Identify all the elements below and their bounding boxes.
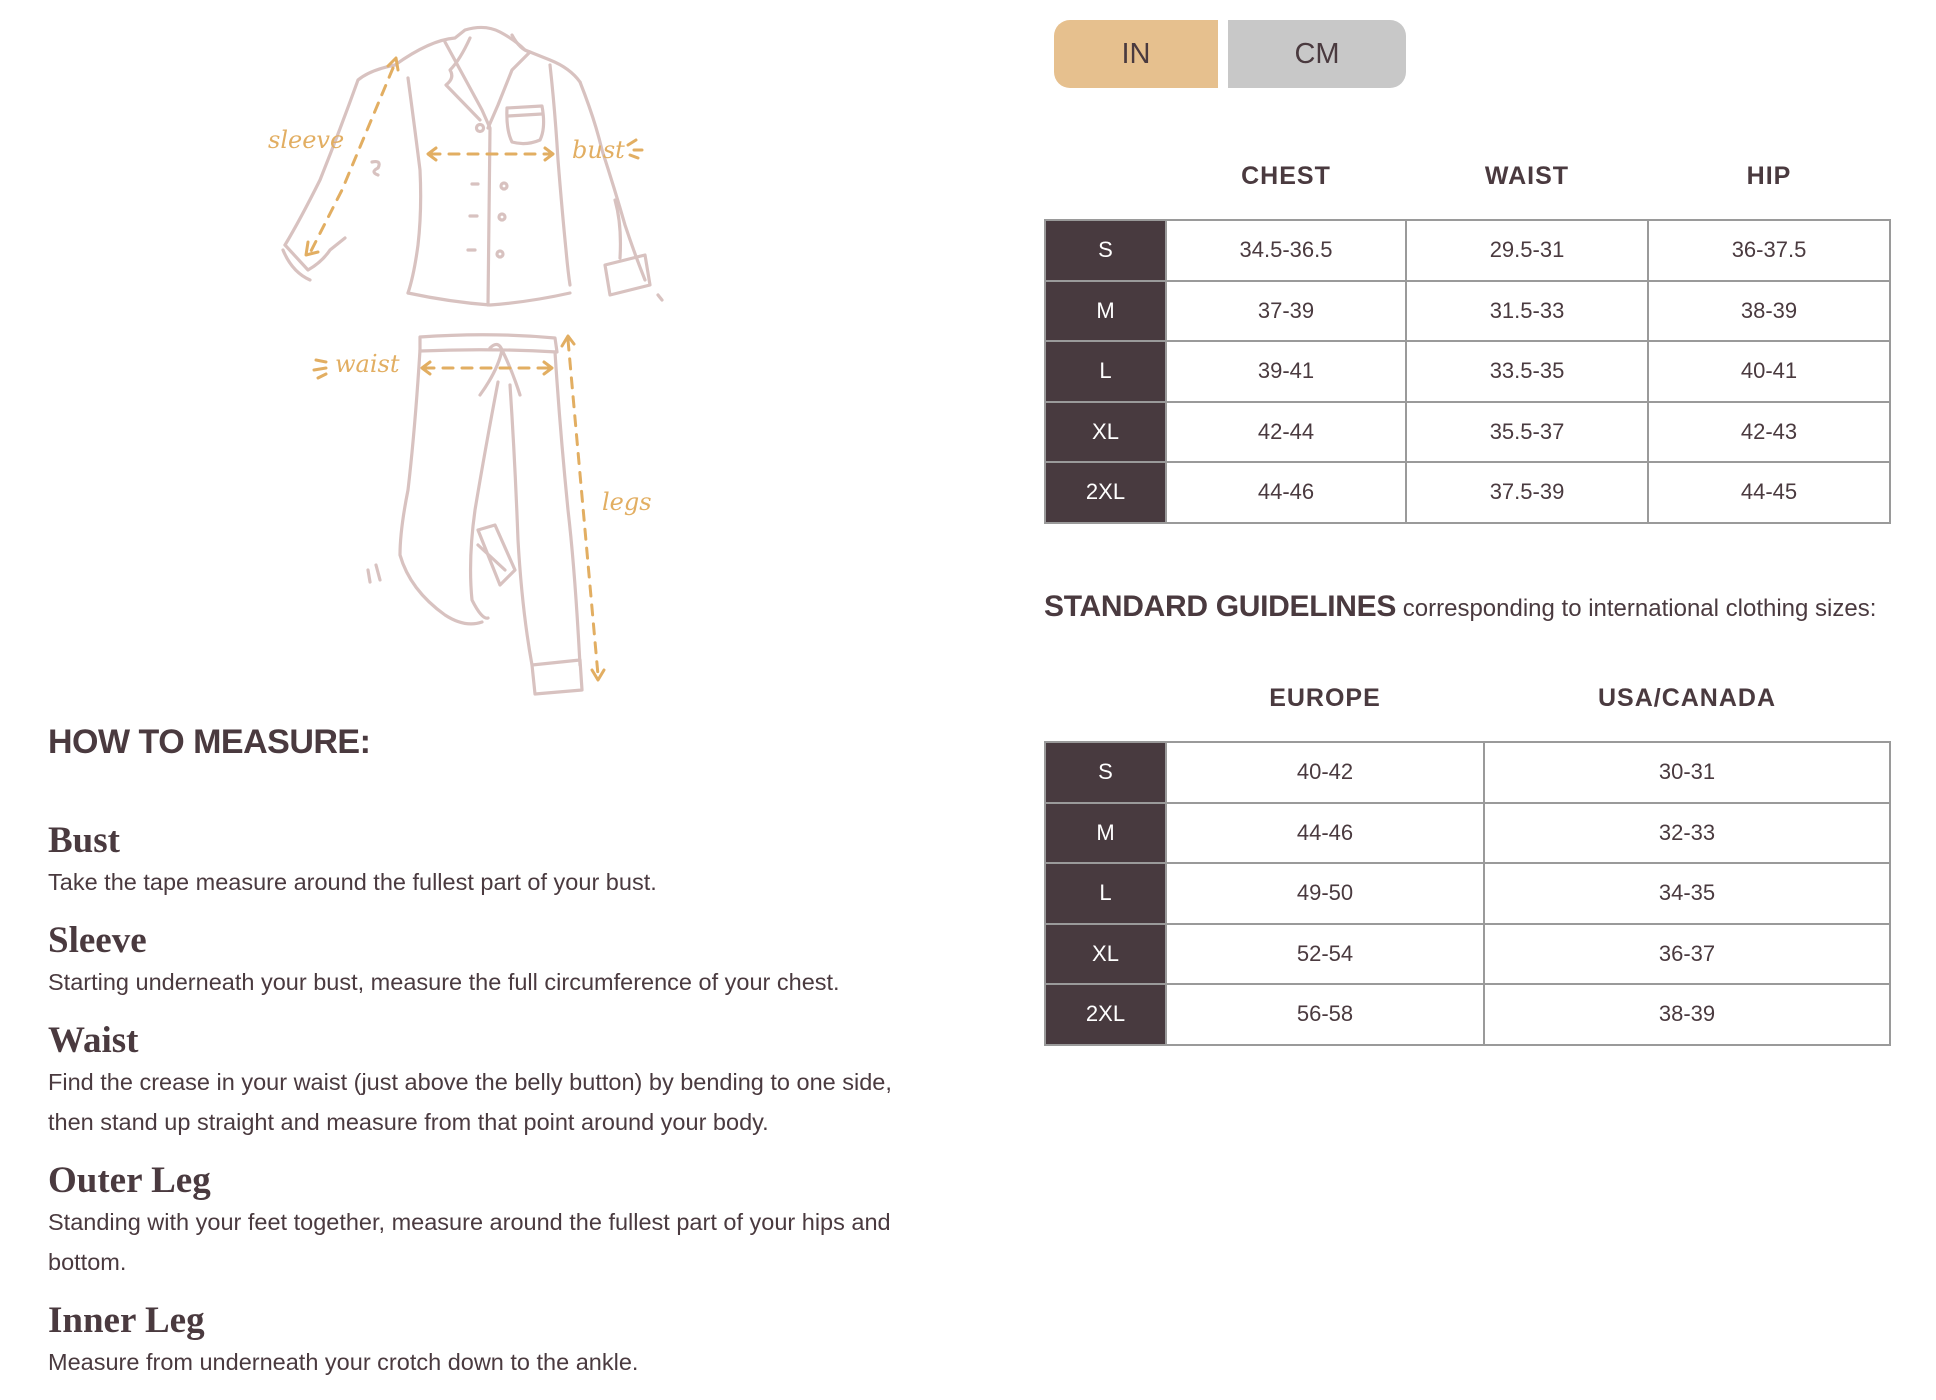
usa-canada-value: 30-31 xyxy=(1484,742,1890,803)
guidelines-title: STANDARD GUIDELINES xyxy=(1044,590,1397,623)
chest-value: 44-46 xyxy=(1166,462,1406,523)
unit-toggle xyxy=(1054,20,1406,88)
size-label: 2XL xyxy=(1045,462,1166,523)
europe-value: 40-42 xyxy=(1166,742,1484,803)
europe-value: 52-54 xyxy=(1166,924,1484,985)
measure-item-waist xyxy=(48,1020,908,1142)
waist-label: waist xyxy=(335,350,400,378)
measure-item-description: Standing with your feet together, measure around the fullest part of your hips and bottom. xyxy=(48,1209,891,1275)
size-label: S xyxy=(1045,220,1166,281)
guidelines-subtitle: corresponding to international clothing sizes: xyxy=(1396,595,1877,622)
unit-centimeters-button[interactable]: CM xyxy=(1228,20,1406,88)
table-row xyxy=(1045,220,1890,281)
legs-label: legs xyxy=(602,488,652,516)
header-empty xyxy=(1045,680,1166,742)
measure-item-bust xyxy=(48,820,908,902)
waist-value: 33.5-35 xyxy=(1406,341,1648,402)
measure-item-title: Bust xyxy=(48,820,120,861)
hip-value: 36-37.5 xyxy=(1648,220,1890,281)
how-to-measure-title: HOW TO MEASURE: xyxy=(48,723,371,761)
header-empty xyxy=(1045,158,1166,220)
size-label: XL xyxy=(1045,402,1166,463)
waist-value: 29.5-31 xyxy=(1406,220,1648,281)
international-size-table xyxy=(1044,680,1891,1046)
europe-value: 44-46 xyxy=(1166,803,1484,864)
unit-inches-button[interactable]: IN xyxy=(1054,20,1218,88)
table-row xyxy=(1045,803,1890,864)
size-label: M xyxy=(1045,281,1166,342)
jacket-drawing xyxy=(283,27,662,305)
size-label: XL xyxy=(1045,924,1166,985)
hip-value: 38-39 xyxy=(1648,281,1890,342)
header-usa-canada: USA/CANADA xyxy=(1597,684,1777,712)
measure-item-description: Take the tape measure around the fullest part of your bust. xyxy=(48,869,657,895)
measure-item-outer-leg xyxy=(48,1160,908,1282)
measure-item-title: Sleeve xyxy=(48,920,147,961)
usa-canada-value: 36-37 xyxy=(1484,924,1890,985)
size-label: L xyxy=(1045,863,1166,924)
hip-value: 42-43 xyxy=(1648,402,1890,463)
size-label: M xyxy=(1045,803,1166,864)
legs-measure-line xyxy=(568,340,598,675)
measure-item-sleeve xyxy=(48,920,908,1002)
size-label: L xyxy=(1045,341,1166,402)
pants-drawing xyxy=(368,335,582,694)
header-chest: CHEST xyxy=(1241,162,1331,190)
bust-label: bust xyxy=(572,136,625,164)
standard-guidelines-heading xyxy=(1044,590,1894,626)
table-header-row xyxy=(1045,680,1890,742)
europe-value: 49-50 xyxy=(1166,863,1484,924)
chest-value: 39-41 xyxy=(1166,341,1406,402)
usa-canada-value: 34-35 xyxy=(1484,863,1890,924)
waist-value: 37.5-39 xyxy=(1406,462,1648,523)
table-row xyxy=(1045,341,1890,402)
table-row xyxy=(1045,924,1890,985)
header-hip: HIP xyxy=(1746,162,1792,190)
table-header-row xyxy=(1045,158,1890,220)
measure-item-title: Inner Leg xyxy=(48,1300,205,1341)
sleeve-label: sleeve xyxy=(268,126,345,154)
chest-value: 34.5-36.5 xyxy=(1166,220,1406,281)
size-label: S xyxy=(1045,742,1166,803)
measure-item-description: Find the crease in your waist (just above the belly button) by bending to one side, then stand up straight and measure from that point around your body. xyxy=(48,1069,892,1135)
measure-item-description: Measure from underneath your crotch down to the ankle. xyxy=(48,1349,639,1375)
size-measurement-table xyxy=(1044,158,1891,524)
pajama-measurement-illustration xyxy=(250,10,690,700)
usa-canada-value: 32-33 xyxy=(1484,803,1890,864)
table-row xyxy=(1045,742,1890,803)
table-row xyxy=(1045,462,1890,523)
how-to-measure-section xyxy=(48,722,908,1400)
table-row xyxy=(1045,863,1890,924)
measure-item-title: Waist xyxy=(48,1020,139,1061)
measure-item-inner-leg xyxy=(48,1300,908,1382)
hip-value: 40-41 xyxy=(1648,341,1890,402)
waist-value: 31.5-33 xyxy=(1406,281,1648,342)
hip-value: 44-45 xyxy=(1648,462,1890,523)
chest-value: 37-39 xyxy=(1166,281,1406,342)
measure-item-description: Starting underneath your bust, measure the full circumference of your chest. xyxy=(48,969,840,995)
usa-canada-value: 38-39 xyxy=(1484,984,1890,1045)
measure-item-title: Outer Leg xyxy=(48,1160,211,1201)
chest-value: 42-44 xyxy=(1166,402,1406,463)
europe-value: 56-58 xyxy=(1166,984,1484,1045)
table-row xyxy=(1045,984,1890,1045)
header-europe: EUROPE xyxy=(1269,684,1381,712)
waist-value: 35.5-37 xyxy=(1406,402,1648,463)
table-row xyxy=(1045,281,1890,342)
table-row xyxy=(1045,402,1890,463)
header-waist: WAIST xyxy=(1484,162,1570,190)
size-label: 2XL xyxy=(1045,984,1166,1045)
